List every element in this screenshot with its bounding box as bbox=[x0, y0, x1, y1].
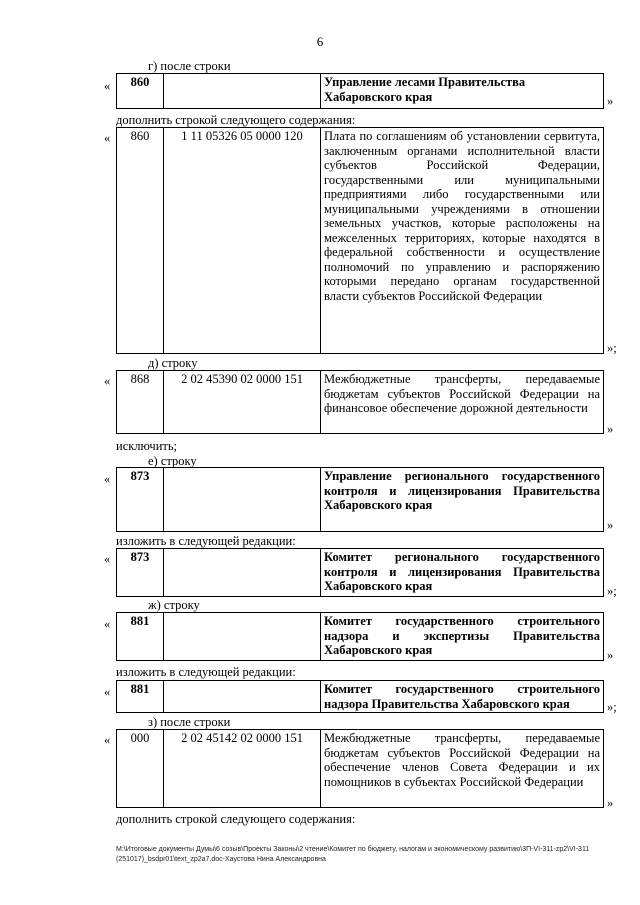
row-kbk bbox=[164, 74, 321, 109]
row-text: Межбюджетные трансферты, передаваемые бюджетам субъектов Российской Федерации на финансовое обеспечение дорожной деятельности bbox=[321, 371, 604, 434]
row-kbk bbox=[164, 549, 321, 597]
row-code: 860 bbox=[117, 74, 164, 109]
row-text: Комитет государственного строительного надзора Правительства Хабаровского края bbox=[321, 681, 604, 713]
open-quote: « bbox=[104, 472, 111, 486]
section-caption: дополнить строкой следующего содержания: bbox=[116, 113, 356, 127]
table-row bbox=[116, 680, 604, 713]
row-code: 000 bbox=[117, 730, 164, 808]
section-caption: з) после строки bbox=[148, 715, 231, 729]
section-caption: ж) строку bbox=[148, 598, 200, 612]
row-kbk: 2 02 45142 02 0000 151 bbox=[164, 730, 321, 808]
row-text: Управление регионального государственного контроля и лицензирования Правительства Хабаровского края bbox=[321, 468, 604, 532]
open-quote: « bbox=[104, 131, 111, 145]
table-row bbox=[116, 729, 604, 808]
page-number: 6 bbox=[316, 34, 324, 49]
row-kbk bbox=[164, 681, 321, 713]
close-quote: » bbox=[607, 422, 614, 436]
section-caption: исключить; bbox=[116, 439, 178, 453]
open-quote: « bbox=[104, 552, 111, 566]
open-quote: « bbox=[104, 733, 111, 747]
section-caption: е) строку bbox=[148, 454, 197, 468]
table-row bbox=[116, 370, 604, 434]
row-code: 873 bbox=[117, 468, 164, 532]
close-quote: » bbox=[607, 796, 614, 810]
row-text: Межбюджетные трансферты, передаваемые бюджетам субъектов Российской Федерации на обеспечение членов Совета Федерации и их помощников в субъектах Российской Федерации bbox=[321, 730, 604, 808]
table-row bbox=[116, 467, 604, 532]
row-text: Комитет регионального государственного контроля и лицензирования Правительства Хабаровского края bbox=[321, 549, 604, 597]
section-caption: изложить в следующей редакции: bbox=[116, 665, 296, 679]
row-kbk: 1 11 05326 05 0000 120 bbox=[164, 128, 321, 354]
table-row bbox=[116, 73, 604, 109]
close-quote: »; bbox=[607, 700, 617, 714]
row-kbk bbox=[164, 468, 321, 532]
open-quote: « bbox=[104, 374, 111, 388]
row-code: 873 bbox=[117, 549, 164, 597]
row-code: 860 bbox=[117, 128, 164, 354]
table-row bbox=[116, 548, 604, 597]
open-quote: « bbox=[104, 617, 111, 631]
row-code: 881 bbox=[117, 613, 164, 661]
table-row bbox=[116, 612, 604, 661]
section-caption: д) строку bbox=[148, 356, 198, 370]
open-quote: « bbox=[104, 685, 111, 699]
row-code: 881 bbox=[117, 681, 164, 713]
section-caption: дополнить строкой следующего содержания: bbox=[116, 812, 356, 826]
close-quote: » bbox=[607, 94, 614, 108]
close-quote: »; bbox=[607, 584, 617, 598]
row-kbk: 2 02 45390 02 0000 151 bbox=[164, 371, 321, 434]
row-text: Плата по соглашениям об установлении сервитута, заключенным органами исполнительной власти субъектов Российской Федерации, государственными или муниципальными предприятиями либо государственными или муниципальными учреждениями в отношении земельных участков, которые расположены на межселенных территориях, которые находятся в федеральной собственности и осуществление полномочий по управлению и распоряжению которыми передано органам государственной власти субъектов Российской Федерации bbox=[321, 128, 604, 354]
close-quote: » bbox=[607, 648, 614, 662]
table-row bbox=[116, 127, 604, 354]
close-quote: » bbox=[607, 518, 614, 532]
row-text: Управление лесами Правительства Хабаровского края bbox=[321, 74, 604, 109]
section-caption: г) после строки bbox=[148, 59, 231, 73]
close-quote: »; bbox=[607, 341, 617, 355]
section-caption: изложить в следующей редакции: bbox=[116, 534, 296, 548]
open-quote: « bbox=[104, 79, 111, 93]
row-text: Комитет государственного строительного надзора и экспертизы Правительства Хабаровского края bbox=[321, 613, 604, 661]
row-code: 868 bbox=[117, 371, 164, 434]
file-path-footer: M:\Итоговые документы Думы\6 созыв\Проекты Законы\2 чтение\Комитет по бюджету, налогам и экономическому развитию\3П-VI-311-zp2\VI-311 (251017)_bsdpr01\text_zp2a7.doc-Хаустова Нина Александровна bbox=[116, 846, 590, 863]
row-kbk bbox=[164, 613, 321, 661]
